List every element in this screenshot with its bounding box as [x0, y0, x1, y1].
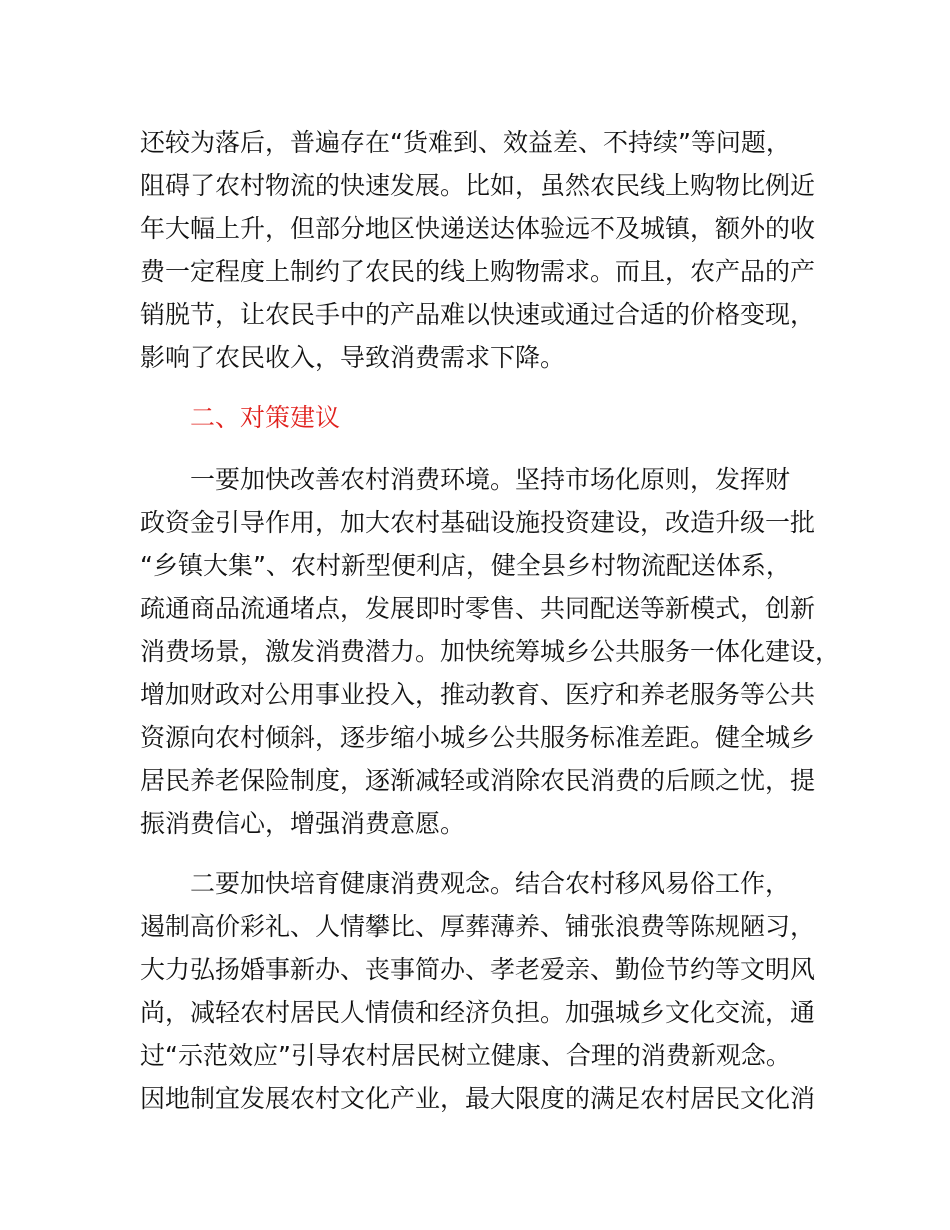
section-heading: 二、对策建议 [190, 403, 341, 432]
text-line: 年大幅上升，但部分地区快递送达体验远不及城镇，额外的收 [140, 214, 816, 243]
text-line: 振消费信心，增强消费意愿。 [140, 809, 466, 838]
text-line: 阻碍了农村物流的快速发展。比如，虽然农民线上购物比例近 [140, 171, 816, 200]
text-line: 过“示范效应”引导农村居民树立健康、合理的消费新观念。 [140, 1041, 791, 1070]
text-line: 一要加快改善农村消费环境。坚持市场化原则，发挥财 [190, 465, 791, 494]
text-line: 二要加快培育健康消费观念。结合农村移风易俗工作， [190, 869, 791, 898]
text-line: 还较为落后，普遍存在“货难到、效益差、不持续”等问题， [140, 128, 791, 157]
text-line: 居民养老保险制度，逐渐减轻或消除农民消费的后顾之忧，提 [140, 766, 816, 795]
text-line: 尚，减轻农村居民人情债和经济负担。加强城乡文化交流，通 [140, 998, 816, 1027]
text-line: 因地制宜发展农村文化产业，最大限度的满足农村居民文化消 [140, 1084, 816, 1113]
text-line: 大力弘扬婚事新办、丧事简办、孝老爱亲、勤俭节约等文明风 [140, 955, 816, 984]
text-line: 销脱节，让农民手中的产品难以快速或通过合适的价格变现， [140, 300, 816, 329]
text-line: 遏制高价彩礼、人情攀比、厚葬薄养、铺张浪费等陈规陋习， [140, 912, 816, 941]
text-line: 影响了农民收入，导致消费需求下降。 [140, 343, 566, 372]
text-line: 疏通商品流通堵点，发展即时零售、共同配送等新模式，创新 [140, 594, 816, 623]
text-line: 增加财政对公用事业投入，推动教育、医疗和养老服务等公共 [140, 680, 816, 709]
text-line: “乡镇大集”、农村新型便利店，健全县乡村物流配送体系， [140, 551, 791, 580]
text-line: 消费场景，激发消费潜力。加快统筹城乡公共服务一体化建设， [140, 637, 841, 666]
text-line: 政资金引导作用，加大农村基础设施投资建设，改造升级一批 [140, 508, 816, 537]
text-line: 资源向农村倾斜，逐步缩小城乡公共服务标准差距。健全城乡 [140, 723, 816, 752]
text-line: 费一定程度上制约了农民的线上购物需求。而且，农产品的产 [140, 257, 816, 286]
